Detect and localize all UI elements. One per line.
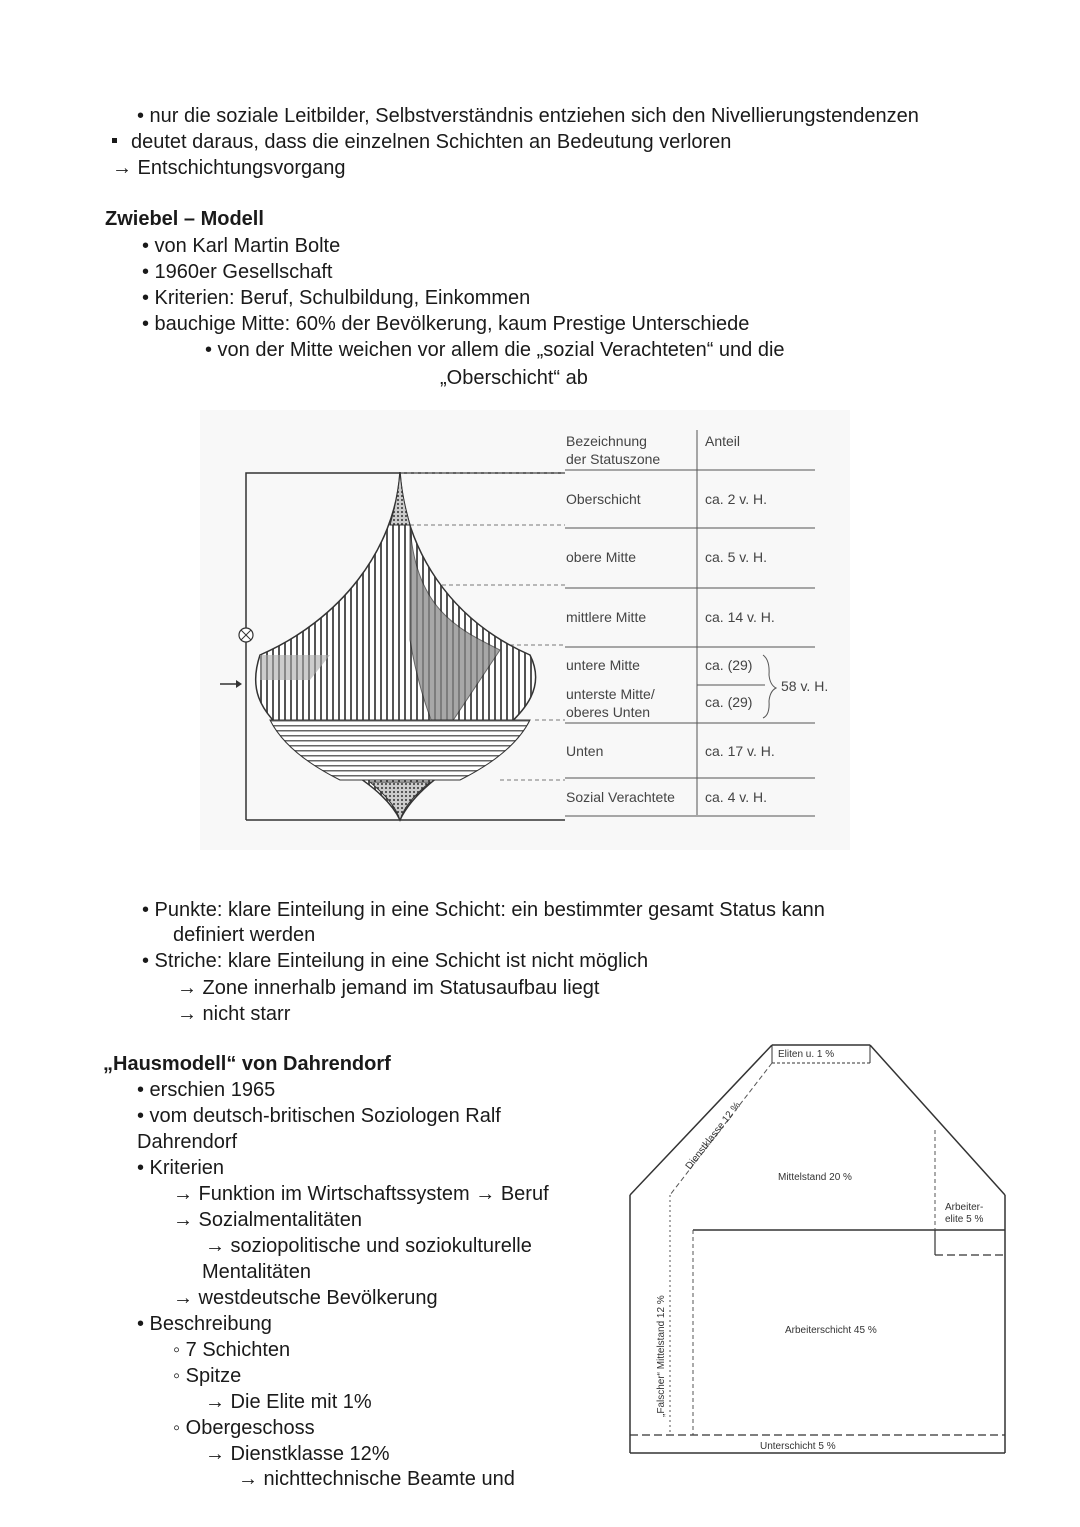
sub-item: → soziopolitische und soziokulturelle (205, 1235, 532, 1257)
sub-item: ◦ Spitze (173, 1365, 242, 1387)
bullet-item: • von Karl Martin Bolte (142, 235, 341, 257)
sub-item: → nichttechnische Beamte und (238, 1468, 515, 1490)
zone-share: ca. 2 v. H. (705, 491, 767, 507)
text-line (112, 130, 731, 154)
note-item: definiert werden (173, 924, 316, 946)
table-header-zone: Bezeichnung (566, 433, 647, 449)
bullet-item: • bauchige Mitte: 60% der Bevölkerung, kaum Prestige Unterschiede (142, 313, 750, 335)
zone-label: obere Mitte (566, 549, 637, 565)
zone-share: ca. 5 v. H. (705, 549, 767, 565)
bullet-item: • Beschreibung (137, 1313, 272, 1335)
section-heading-zwiebel: Zwiebel – Modell (105, 208, 264, 230)
zone-share: ca. 4 v. H. (705, 789, 767, 805)
note-item: → Zone innerhalb jemand im Statusaufbau liegt (177, 977, 600, 999)
sub-bullet-item: „Oberschicht“ ab (440, 367, 588, 389)
zone-share: ca. (29) (705, 657, 753, 673)
text-line: • nur die soziale Leitbilder, Selbstverständnis entziehen sich den Nivellierungstendenzen (137, 105, 919, 127)
sub-item: → Sozialmentalitäten (173, 1209, 362, 1231)
house-label-arbeiterelite: elite 5 % (945, 1214, 984, 1225)
sub-item: Mentalitäten (202, 1261, 311, 1283)
zone-label: unterste Mitte/ (566, 686, 655, 702)
section-heading-haus: „Hausmodell“ von Dahrendorf (103, 1053, 391, 1075)
sub-bullet-item: • von der Mitte weichen vor allem die „sozial Verachteten“ und die (205, 339, 785, 361)
bullet-item: • 1960er Gesellschaft (142, 261, 333, 283)
house-label-mittel: Mittelstand 20 % (778, 1172, 852, 1183)
bullet-item: • erschien 1965 (137, 1079, 276, 1101)
note-item: → nicht starr (177, 1003, 291, 1025)
zone-label: oberes Unten (566, 704, 651, 720)
zone-label: untere Mitte (566, 657, 640, 673)
text-line: → Entschichtungsvorgang (112, 157, 346, 179)
zone-label: Oberschicht (566, 491, 641, 507)
table-header-share: Anteil (705, 433, 741, 449)
house-label-unter: Unterschicht 5 % (760, 1441, 836, 1452)
sub-item: → Die Elite mit 1% (205, 1391, 372, 1413)
house-label-arbeiter: Arbeiterschicht 45 % (785, 1325, 877, 1336)
sub-item: → Dienstklasse 12% (205, 1443, 390, 1465)
house-model-figure (620, 1035, 1015, 1465)
bullet-square-icon (112, 138, 117, 143)
bullet-item: • Kriterien: Beruf, Schulbildung, Einkommen (142, 287, 531, 309)
zone-label: mittlere Mitte (566, 609, 647, 625)
sub-item: ◦ Obergeschoss (173, 1417, 315, 1439)
text-content: deutet daraus, dass die einzelnen Schichten an Bedeutung verloren (131, 131, 732, 153)
bullet-item: • vom deutsch-britischen Soziologen Ralf (137, 1105, 501, 1127)
zone-share: ca. (29) (705, 694, 753, 710)
combined-share: 58 v. H. (781, 678, 829, 694)
onion-model-figure (200, 410, 850, 850)
zone-share: ca. 17 v. H. (705, 743, 775, 759)
zone-share: ca. 14 v. H. (705, 609, 775, 625)
sub-item: ◦ 7 Schichten (173, 1339, 291, 1361)
house-label-falsch: „Falscher“ Mittelstand 12 % (656, 1295, 667, 1417)
sub-item: → Funktion im Wirtschaftssystem → Beruf (173, 1183, 549, 1205)
house-label-dienst: Dienstklasse 12 % (683, 1100, 744, 1172)
zone-label: Unten (566, 743, 604, 759)
zone-label: Sozial Verachtete (566, 789, 675, 805)
bullet-item: Dahrendorf (137, 1131, 238, 1153)
note-item: • Punkte: klare Einteilung in eine Schicht: ein bestimmter gesamt Status kann (142, 899, 825, 921)
house-label-elite: Eliten u. 1 % (778, 1049, 835, 1060)
bullet-item: • Kriterien (137, 1157, 225, 1179)
table-header-zone: der Statuszone (566, 451, 661, 467)
sub-item: → westdeutsche Bevölkerung (173, 1287, 438, 1309)
note-item: • Striche: klare Einteilung in eine Schicht ist nicht möglich (142, 950, 649, 972)
house-label-arbeiterelite: Arbeiter- (945, 1202, 984, 1213)
